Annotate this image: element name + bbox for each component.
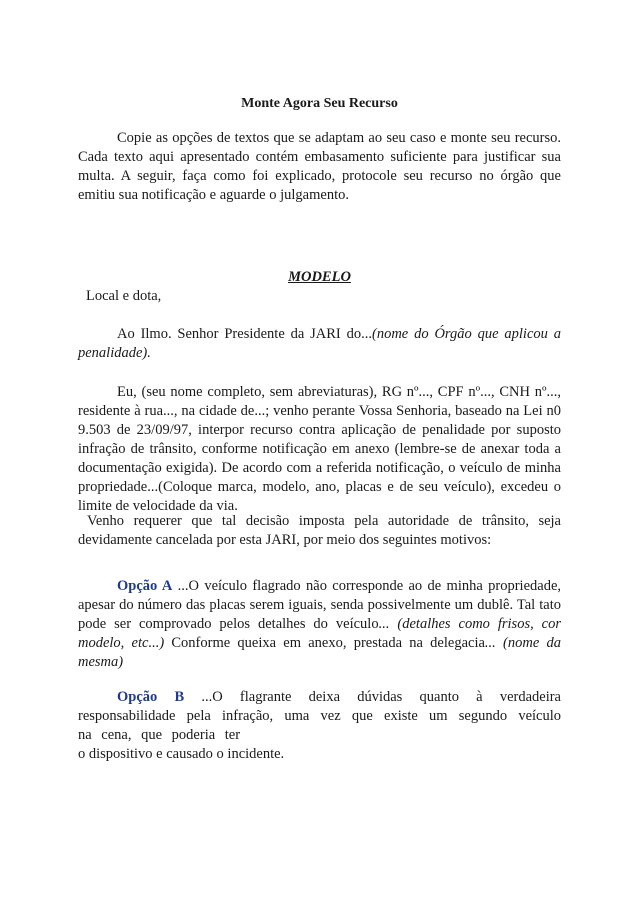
option-a-italic-name: ... (nome da mesma): [78, 635, 561, 670]
motives-paragraph: Venho requerer que tal decisão imposta pela autoridade de trânsito, seja devidamente cancelada por esta JARI, por meio dos seguintes motivos:: [78, 513, 561, 548]
address-text: Ao Ilmo. Senhor Presidente da JARI do...: [117, 326, 372, 342]
option-a-text: ...O veículo flagrado não corresponde ao de minha propriedade, apesar do número das placas serem iguais, senda possivelmente um dublê. Tal tato pode ser comprovado pelos detalhes do veículo: [78, 578, 561, 632]
address-italic: (nome do Órgão que aplicou a penalidade).: [78, 326, 561, 361]
request-paragraph: Eu, (seu nome completo, sem abreviaturas), RG nº..., CPF nº..., CNH nº..., residente à rua..., na cidade de...; venho perante Vossa Senhoria, baseado na Lei n0 9.503 de 23/09/97, interpor recurso contra aplicação de penalidade por suposto infração de trânsito, conforme notificação em anexo (lembre-se de anexar toda a documentação exigida). De acordo com a referida notificação, o veículo de minha propriedade...(Coloque marca, modelo, ano, placas e de seu veículo), excedeu o limite de velocidade da via.: [78, 384, 561, 514]
document-title: Monte Agora Seu Recurso: [241, 96, 398, 111]
option-a-label: Opção A: [117, 578, 173, 594]
option-a-italic-details: ... (detalhes como frisos, cor modelo, etc...): [78, 616, 561, 651]
option-b-last-line: o dispositivo e causado o incidente.: [78, 746, 285, 762]
local-date-line: Local e dota,: [86, 288, 162, 304]
option-b-paragraph: [78, 688, 561, 745]
address-paragraph: [78, 325, 561, 363]
intro-paragraph: Copie as opções de textos que se adaptam ao seu caso e monte seu recurso. Cada texto aqui apresentado contém embasamento suficiente para justificar sua multa. A seguir, faça como foi explicado, protocole seu recurso no órgão que emitiu sua notificação e aguarde o julgamento.: [78, 130, 561, 203]
option-b-label: Opção B: [117, 689, 185, 705]
modelo-heading: MODELO: [288, 269, 351, 285]
option-a-paragraph: [78, 577, 561, 672]
option-b-text: ...O flagrante deixa dúvidas quanto à verdadeira responsabilidade pela infração, uma vez que existe um segundo veículo na cena, que poderia ter: [78, 689, 561, 743]
option-a-text-2: Conforme queixa em anexo, prestada na delegacia: [164, 635, 485, 651]
